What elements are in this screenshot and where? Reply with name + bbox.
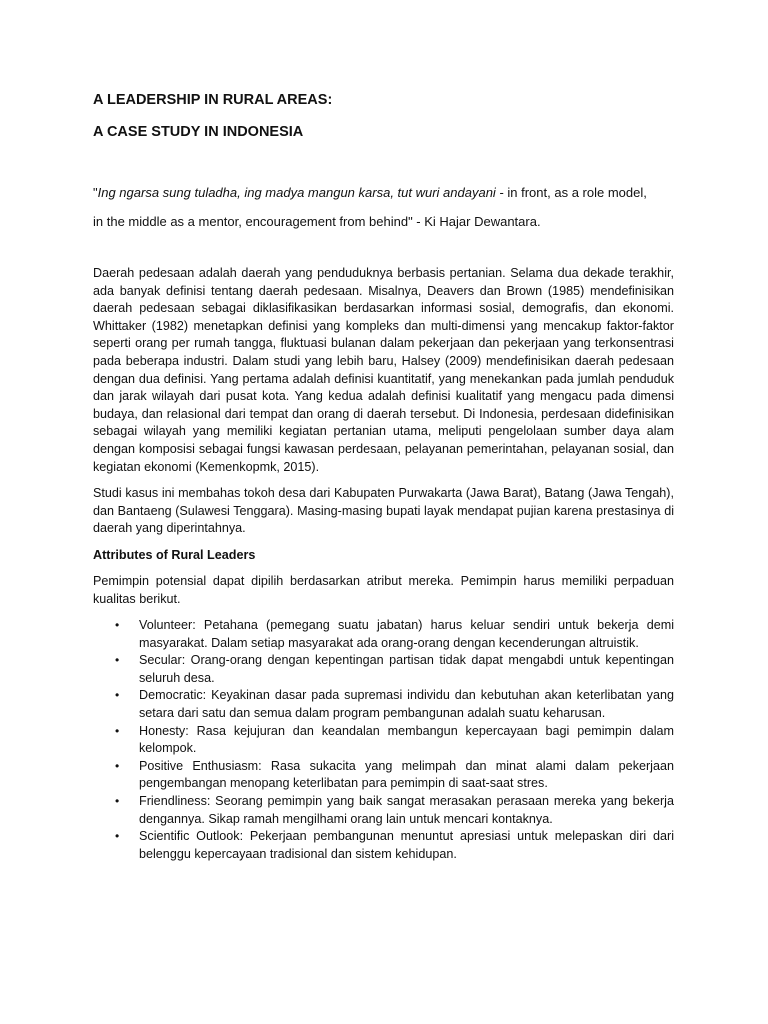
list-item — [115, 793, 674, 828]
list-item-text: Scientific Outlook: Pekerjaan pembangunan menuntut apresiasi untuk melepaskan diri dari belenggu kepercayaan tradisional dan sistem kehidupan. — [139, 829, 674, 861]
bullet-icon: • — [115, 723, 120, 738]
list-item — [115, 828, 674, 863]
list-item — [115, 652, 674, 687]
title-line-2: A CASE STUDY IN INDONESIA — [93, 124, 304, 140]
list-item — [115, 687, 674, 722]
list-item — [115, 723, 674, 758]
title-line-1: A LEADERSHIP IN RURAL AREAS: — [93, 92, 333, 108]
list-item — [115, 758, 674, 793]
list-item-text: Friendliness: Seorang pemimpin yang baik sangat merasakan perasaan mereka yang bekerja dengannya. Sikap ramah mengilhami orang lain untuk mencari kontaknya. — [139, 794, 674, 826]
quote-translation-start: - in front, as a role model, — [495, 185, 647, 200]
bullet-icon: • — [115, 794, 120, 809]
quote-line-1 — [93, 184, 674, 201]
quote-javanese-text: Ing ngarsa sung tuladha, ing madya mangun karsa, tut wuri andayani — [97, 185, 496, 200]
bullet-icon: • — [115, 758, 120, 773]
bullet-icon: • — [115, 618, 120, 633]
paragraph-rural-definition: Daerah pedesaan adalah daerah yang penduduknya berbasis pertanian. Selama dua dekade terakhir, ada banyak definisi tentang daerah pedesaan. Misalnya, Deavers dan Brown (1985) mendefinisikan daerah pedesaan sebagai diklasifikasikan berdasarkan informasi sosial, demografis, dan ekonomi. Whittaker (1982) menetapkan definisi yang kompleks dan multi-dimensi yang mencakup faktor-faktor seperti orang per rumah tangga, fluktuasi bulanan dalam pekerjaan dan pekerjaan yang terkonsentrasi pada beberapa industri. Dalam studi yang lebih baru, Halsey (2009) mendefinisikan daerah pedesaan dengan dua definisi. Yang pertama adalah definisi kuantitatif, yang menekankan pada jumlah penduduk dan jarak wilayah dari pusat kota. Yang kedua adalah definisi kualitatif yang mengacu pada dimensi budaya, dan relasional dari tempat dan orang di daerah tersebut. Di Indonesia, perdesaan didefinisikan sebagai wilayah yang memiliki kegiatan pertanian utama, meliputi pengelolaan sumber daya alam dengan komposisi sebagai fungsi kawasan perdesaan, pelayanan pemerintahan, pelayanan sosial, dan kegiatan ekonomi (Kemenkopmk, 2015). — [93, 266, 674, 474]
quote-open-mark: " — [93, 185, 98, 200]
list-item-text: Volunteer: Petahana (pemegang suatu jabatan) harus keluar sendiri untuk bekerja demi masyarakat. Dalam setiap masyarakat ada orang-orang dengan kecenderungan altruistik. — [139, 618, 674, 650]
list-item-text: Positive Enthusiasm: Rasa sukacita yang melimpah dan minat alami dalam pekerjaan pengembangan menopang keterlibatan para pemimpin di saat-saat stres. — [139, 758, 674, 791]
list-item-text: Honesty: Rasa kejujuran dan keandalan membangun kepercayaan bagi pemimpin dalam kelompok. — [139, 723, 674, 756]
bullet-icon: • — [115, 829, 120, 844]
list-item-text: Democratic: Keyakinan dasar pada supremasi individu dan kebutuhan akan keterlibatan yang setara dari satu dan semua dalam program pembangunan adalah suatu keharusan. — [139, 688, 674, 721]
list-item — [115, 617, 674, 652]
paragraph-case-study: Studi kasus ini membahas tokoh desa dari Kabupaten Purwakarta (Jawa Barat), Batang (Jawa Tengah), dan Bantaeng (Sulawesi Tenggara). Masing-masing bupati layak mendapat pujian karena prestasinya di daerah yang diperintahnya. — [93, 486, 674, 536]
bullet-icon: • — [115, 653, 120, 668]
attributes-bullet-list — [93, 617, 674, 863]
section-heading-attributes: Attributes of Rural Leaders — [93, 547, 256, 562]
paragraph-attributes-intro: Pemimpin potensial dapat dipilih berdasarkan atribut mereka. Pemimpin harus memiliki perpaduan kualitas berikut. — [93, 573, 674, 606]
list-item-text: Secular: Orang-orang dengan kepentingan partisan tidak dapat mengabdi untuk kepentingan seluruh desa. — [139, 653, 674, 685]
bullet-icon: • — [115, 688, 120, 703]
quote-line-2: in the middle as a mentor, encouragement from behind" - Ki Hajar Dewantara. — [93, 214, 541, 229]
